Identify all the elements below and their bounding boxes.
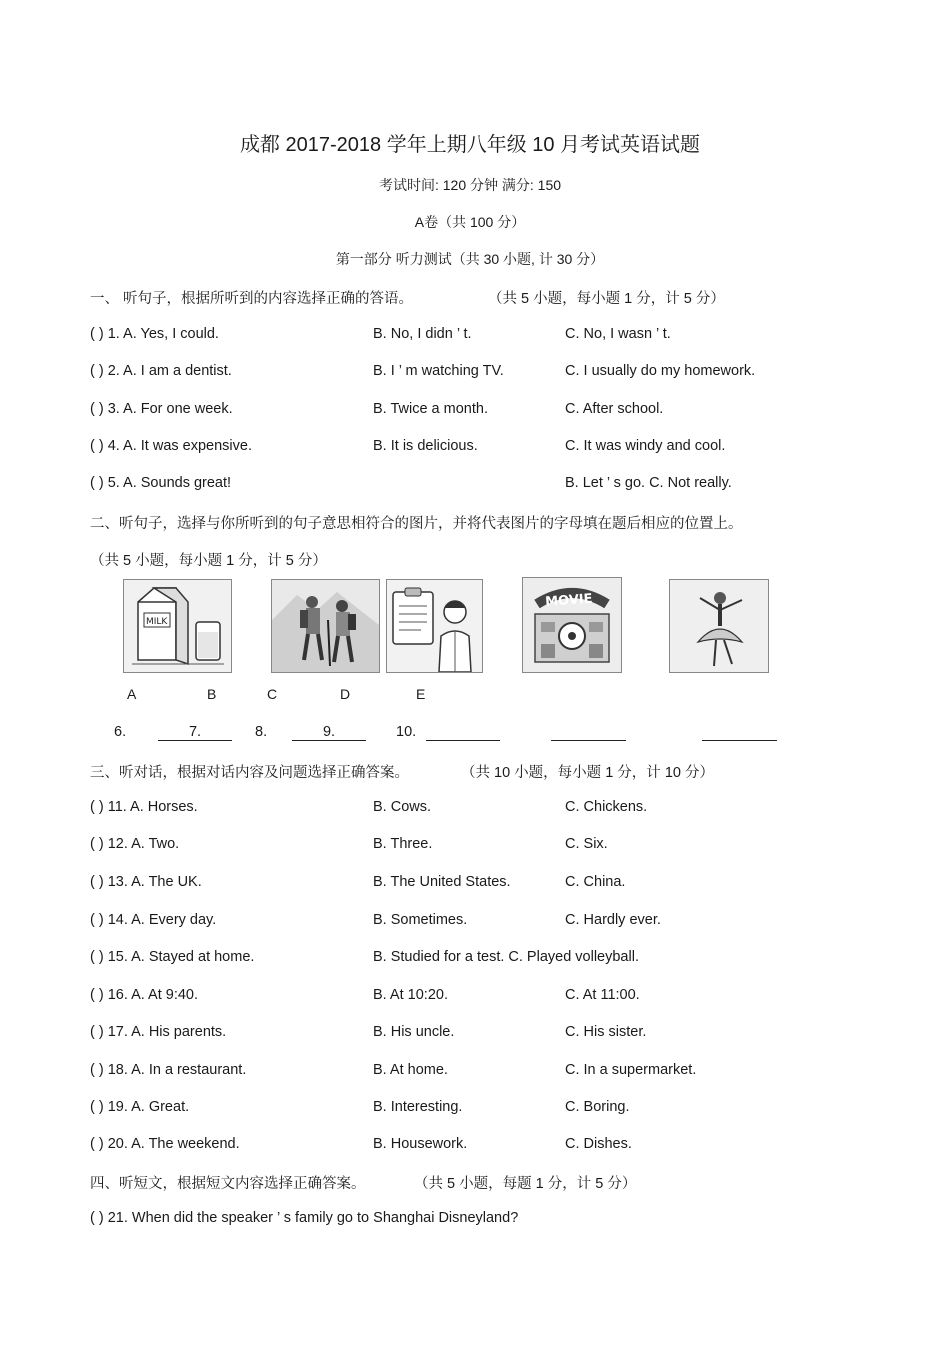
question-option-b: B. His uncle. — [373, 1024, 455, 1040]
movie-sign: MOVIE — [544, 591, 594, 610]
part1-heading: 第一部分 听力测试（共 30 小题, 计 30 分） — [335, 251, 605, 267]
picture-letter-e: E — [416, 686, 426, 702]
answer-blank-10[interactable] — [426, 724, 500, 741]
question-stem-option-a: ( ) 17. A. His parents. — [90, 1024, 227, 1040]
question-option-b: B. It is delicious. — [373, 438, 478, 454]
picture-letter-c: C — [267, 686, 278, 702]
question-option-b: B. I ’ m watching TV. — [373, 363, 504, 379]
question-stem-option-a: ( ) 19. A. Great. — [90, 1099, 190, 1115]
picture-milk — [123, 579, 232, 673]
ballet-dancer-icon — [670, 580, 768, 672]
section2-note: （共 5 小题，每小题 1 分，计 5 分） — [90, 553, 327, 569]
question-option-c: C. At 11:00. — [565, 987, 640, 1003]
question-option-c: C. In a supermarket. — [565, 1062, 697, 1078]
question-option-b: B. Three. — [373, 836, 433, 852]
answer-blank-extra-2[interactable] — [702, 724, 777, 741]
question-option-b: B. Studied for a test. C. Played volleyball. — [373, 949, 639, 965]
paper-a-heading: A卷（共 100 分） — [414, 214, 526, 230]
question-option-b: B. The United States. — [373, 874, 511, 890]
question-option-c: C. His sister. — [565, 1024, 647, 1040]
question-stem-option-a: ( ) 14. A. Every day. — [90, 912, 217, 928]
answer-label-9: 9. — [322, 724, 336, 740]
exam-info: 考试时间: 120 分钟 满分: 150 — [378, 177, 562, 193]
question-option-b: B. No, I didn ’ t. — [373, 326, 472, 342]
picture-movie-theater — [522, 577, 622, 673]
exam-title: 成都 2017-2018 学年上期八年级 10 月考试英语试题 — [239, 134, 701, 156]
question-option-b: B. At home. — [373, 1062, 448, 1078]
section4-note: （共 5 小题，每题 1 分，计 5 分） — [414, 1176, 637, 1192]
answer-label-7: 7. — [188, 724, 202, 740]
question-option-c: C. China. — [565, 874, 626, 890]
question-stem-option-a: ( ) 15. A. Stayed at home. — [90, 949, 255, 965]
answer-blank-extra-1[interactable] — [551, 724, 626, 741]
question-option-c: C. Boring. — [565, 1099, 630, 1115]
hikers-icon — [272, 580, 379, 672]
question-stem-option-a: ( ) 1. A. Yes, I could. — [90, 326, 219, 342]
question-stem-option-a: ( ) 11. A. Horses. — [90, 799, 198, 815]
answer-label-8: 8. — [255, 724, 268, 740]
section3-heading: 三、听对话，根据对话内容及问题选择正确答案。 — [90, 765, 409, 781]
question-option-c: C. No, I wasn ’ t. — [565, 326, 671, 342]
question-option-b: B. At 10:20. — [373, 987, 448, 1003]
picture-letter-b: B — [207, 686, 217, 702]
movie-theater-icon — [523, 578, 621, 672]
question-stem-option-a: ( ) 16. A. At 9:40. — [90, 987, 199, 1003]
section2-heading: 二、听句子，选择与你所听到的句子意思相符合的图片，并将代表图片的字母填在题后相应的位置上。 — [90, 516, 743, 532]
question-option-b: B. Twice a month. — [373, 401, 488, 417]
question-option-b: B. Sometimes. — [373, 912, 468, 928]
milk-carton-glass-icon — [124, 580, 231, 672]
svg-text:MILK: MILK — [146, 617, 168, 627]
question-option-c: C. Chickens. — [565, 799, 648, 815]
question-option-c: C. Six. — [565, 836, 608, 852]
answer-label-6: 6. — [114, 724, 127, 740]
section1-heading: 一、 听句子，根据所听到的内容选择正确的答语。 — [90, 291, 414, 307]
question-option-b: B. Interesting. — [373, 1099, 463, 1115]
picture-ballet-dancer — [669, 579, 769, 673]
question-option-b: B. Housework. — [373, 1136, 468, 1152]
picture-hikers — [271, 579, 380, 673]
answer-blank-9[interactable] — [292, 724, 366, 741]
question-stem-option-a: ( ) 20. A. The weekend. — [90, 1136, 240, 1152]
question-stem-option-a: ( ) 4. A. It was expensive. — [90, 438, 252, 454]
question-option-c: C. Dishes. — [565, 1136, 632, 1152]
question-option-c: B. Let ’ s go. C. Not really. — [565, 475, 732, 491]
question-stem-option-a: ( ) 2. A. I am a dentist. — [90, 363, 232, 379]
question-option-c: C. It was windy and cool. — [565, 438, 726, 454]
question-option-c: C. Hardly ever. — [565, 912, 661, 928]
section1-note: （共 5 小题，每小题 1 分，计 5 分） — [488, 291, 725, 307]
question-stem-option-a: ( ) 18. A. In a restaurant. — [90, 1062, 247, 1078]
picture-letter-a: A — [127, 686, 137, 702]
picture-letter-d: D — [340, 686, 351, 702]
answer-blank-7[interactable] — [158, 724, 232, 741]
question-stem-option-a: ( ) 3. A. For one week. — [90, 401, 233, 417]
section4-heading: 四、听短文，根据短文内容选择正确答案。 — [90, 1176, 366, 1192]
question-stem-option-a: ( ) 5. A. Sounds great! — [90, 475, 232, 491]
section3-note: （共 10 小题，每小题 1 分，计 10 分） — [461, 765, 714, 781]
picture-doctor — [386, 579, 483, 673]
question-21: ( ) 21. When did the speaker ’ s family go to Shanghai Disneyland? — [90, 1210, 519, 1226]
question-option-c: C. After school. — [565, 401, 664, 417]
question-stem-option-a: ( ) 13. A. The UK. — [90, 874, 202, 890]
question-stem-option-a: ( ) 12. A. Two. — [90, 836, 180, 852]
answer-label-10: 10. — [396, 724, 417, 740]
question-option-c: C. I usually do my homework. — [565, 363, 756, 379]
doctor-clipboard-icon — [387, 580, 482, 672]
question-option-b: B. Cows. — [373, 799, 432, 815]
